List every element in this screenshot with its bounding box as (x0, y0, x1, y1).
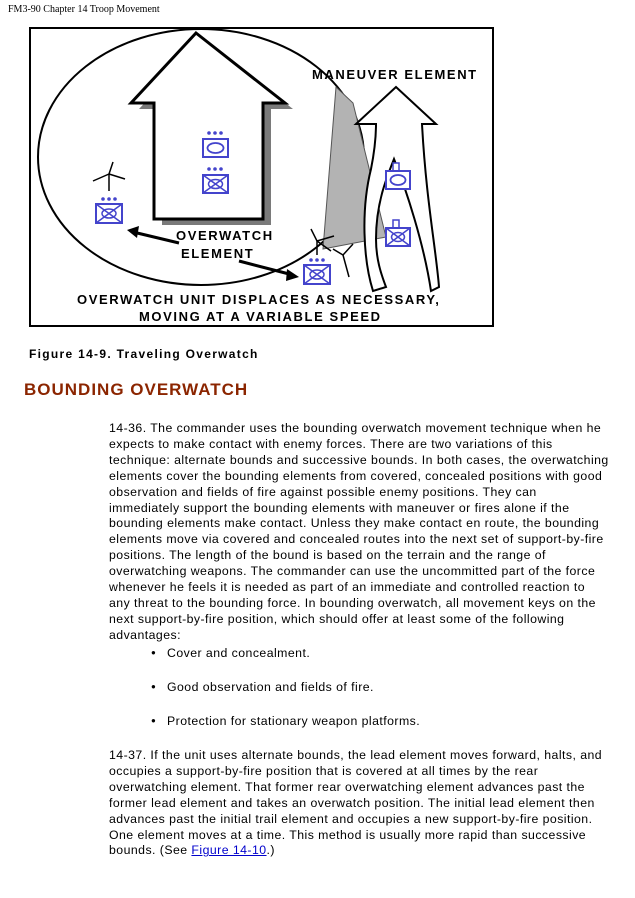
paragraph-14-37 (109, 748, 609, 859)
overwatch-label-line2: ELEMENT (181, 246, 255, 261)
list-item: ● Cover and concealment. (150, 646, 420, 680)
traveling-overwatch-diagram (31, 29, 492, 325)
paragraph-14-37-end: .) (266, 843, 275, 858)
paragraph-14-36: 14-36. The commander uses the bounding overwatch movement technique when he expects to make contact with enemy forces. There are two variations of this technique: alternate bounds and successive bounds. In both cases, the overwatching elements cover the bounding elements from covered, concealed positions with good observation and fields of fire against possible enemy positions. They can immediately support the bounding elements with maneuver or fires alone if the bounding elements make contact. Unless they make contact en route, the bounding elements move via covered and concealed routes into the next set of support-by-fire positions. The length of the bound is based on the terrain and the range of overwatching weapons. The commander can use the uncommitted part of the force whenever he feels it is needed as part of an immediate and controlled reaction to any threat to the bounding force. In bounding overwatch, all movement keys on the next support-by-fire position, which should offer at least some of the following advantages: (109, 421, 609, 642)
maneuver-element-label: MANEUVER ELEMENT (312, 67, 478, 82)
paragraph-14-37-text: 14-37. If the unit uses alternate bounds, the lead element moves forward, halts, and occupies a support-by-fire position that is covered at all times by the rear overwatching element. That former rear overwatching element advances past the former lead element and takes an overwatch position. The initial lead element then advances past the initial trail element and occupies a new support-by-fire position. One element moves at a time. This method is usually more rapid than successive bounds. (See (109, 748, 603, 858)
figure-14-9 (29, 27, 494, 327)
overwatch-label-line1: OVERWATCH (176, 228, 274, 243)
direction-marks-right (333, 244, 353, 277)
advantages-list (150, 646, 420, 748)
list-item: ● Protection for stationary weapon platforms. (150, 714, 420, 748)
figure-bottom-label-line1: OVERWATCH UNIT DISPLACES AS NECESSARY, (77, 292, 441, 307)
figure-caption: Figure 14-9. Traveling Overwatch (29, 347, 259, 361)
list-item: ● Good observation and fields of fire. (150, 680, 420, 714)
figure-14-10-link[interactable]: Figure 14-10 (191, 843, 267, 858)
running-header: FM3-90 Chapter 14 Troop Movement (8, 4, 160, 15)
unit-symbol-cross-2 (386, 220, 410, 246)
section-heading: BOUNDING OVERWATCH (24, 380, 249, 399)
figure-bottom-label-line2: MOVING AT A VARIABLE SPEED (139, 309, 382, 324)
